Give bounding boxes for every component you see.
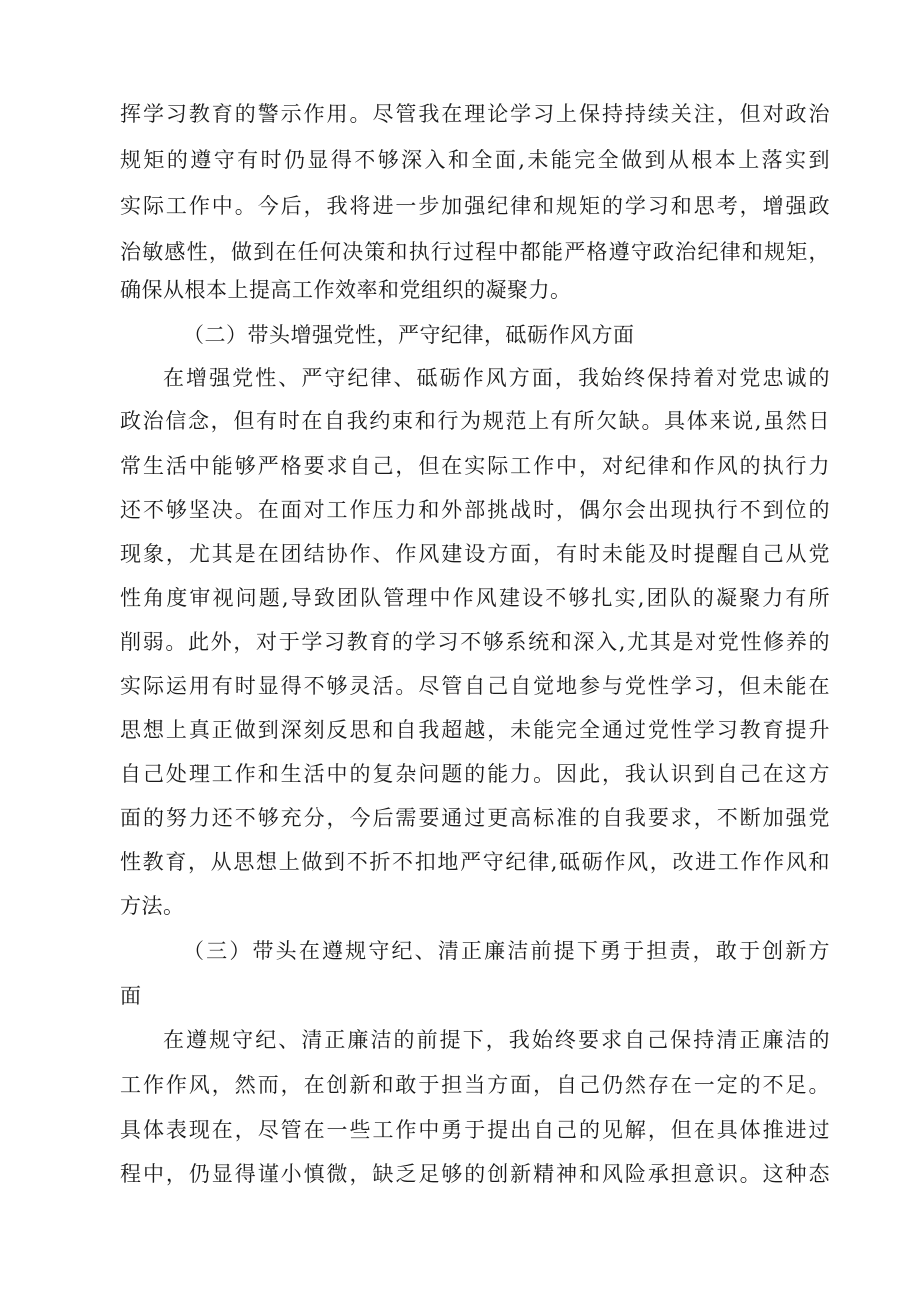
text-line: 方法。 [120, 894, 185, 918]
text-line: 自己处理工作和生活中的复杂问题的能力。因此，我认识到自己在这方 [120, 762, 830, 786]
text-line: 实际运用有时显得不够灵活。尽管自己自觉地参与党性学习，但未能在 [120, 674, 830, 698]
section-heading-continuation: 面 [120, 984, 142, 1008]
text-line: 现象，尤其是在团结协作、作风建设方面，有时未能及时提醒自己从党 [120, 542, 830, 566]
text-line: 工作作风，然而，在创新和敢于担当方面，自己仍然存在一定的不足。 [120, 1073, 830, 1097]
text-line: 性角度审视问题,导致团队管理中作风建设不够扎实,团队的凝聚力有所 [120, 586, 830, 610]
text-line: 削弱。此外，对于学习教育的学习不够系统和深入,尤其是对党性修养的 [120, 630, 830, 654]
text-line: 实际工作中。今后，我将进一步加强纪律和规矩的学习和思考，增强政 [120, 194, 830, 218]
text-line: 性教育，从思想上做到不折不扣地严守纪律,砥砺作风，改进工作作风和 [120, 850, 830, 874]
section-heading: （二）带头增强党性，严守纪律，砥砺作风方面 [183, 323, 635, 347]
text-line: 思想上真正做到深刻反思和自我超越，未能完全通过党性学习教育提升 [120, 718, 830, 742]
text-line: 治敏感性，做到在任何决策和执行过程中都能严格遵守政治纪律和规矩， [120, 240, 830, 264]
text-line: 挥学习教育的警示作用。尽管我在理论学习上保持持续关注，但对政治 [120, 102, 830, 126]
paragraph-first-line: 在遵规守纪、清正廉洁的前提下，我始终要求自己保持清正廉洁的 [163, 1028, 830, 1052]
section-heading: （三）带头在遵规守纪、清正廉洁前提下勇于担责，敢于创新方 [183, 939, 830, 963]
paragraph-first-line: 在增强党性、严守纪律、砥砺作风方面，我始终保持着对党忠诚的 [163, 366, 830, 390]
text-line: 确保从根本上提高工作效率和党组织的凝聚力。 [120, 278, 572, 302]
text-line: 程中，仍显得谨小慎微，缺乏足够的创新精神和风险承担意识。这种态 [120, 1162, 830, 1186]
text-line: 面的努力还不够充分，今后需要通过更高标准的自我要求，不断加强党 [120, 806, 830, 830]
text-line: 常生活中能够严格要求自己，但在实际工作中，对纪律和作风的执行力 [120, 454, 830, 478]
text-line: 具体表现在，尽管在一些工作中勇于提出自己的见解，但在具体推进过 [120, 1118, 830, 1142]
text-line: 还不够坚决。在面对工作压力和外部挑战时，偶尔会出现执行不到位的 [120, 498, 830, 522]
text-line: 政治信念，但有时在自我约束和行为规范上有所欠缺。具体来说,虽然日 [120, 409, 830, 433]
text-line: 规矩的遵守有时仍显得不够深入和全面,未能完全做到从根本上落实到 [120, 148, 830, 172]
